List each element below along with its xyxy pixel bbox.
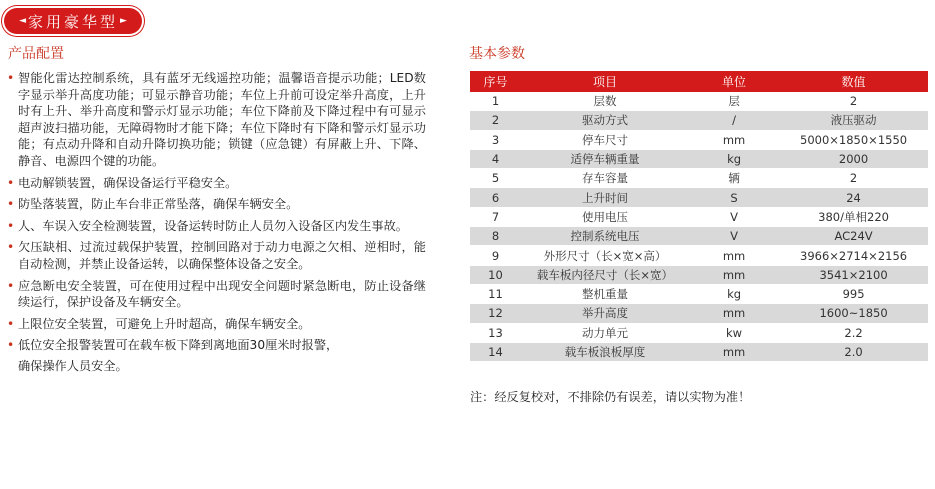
cell-item: 停车尺寸 (521, 130, 689, 149)
cell-index: 14 (470, 342, 521, 361)
cell-value: 2.2 (779, 323, 928, 342)
feature-item: • 应急断电安全装置，可在使用过程中出现安全问题时紧急断电，防止设备继续运行，保护设备及车辆安全。 (6, 278, 426, 311)
feature-item: • 电动解锁装置，确保设备运行平稳安全。 (6, 175, 426, 192)
cell-item: 举升高度 (521, 304, 689, 323)
disclaimer-note: 注：经反复校对，不排除仍有误差，请以实物为准！ (470, 390, 751, 404)
cell-item: 控制系统电压 (521, 227, 689, 246)
header-value: 数值 (779, 71, 928, 92)
table-row (470, 342, 928, 361)
category-badge (4, 8, 142, 34)
cell-value: AC24V (779, 227, 928, 246)
right-arrow-icon: ► (120, 16, 127, 26)
cell-item: 载车板浪板厚度 (521, 342, 689, 361)
cell-item: 载车板内径尺寸（长×宽） (521, 265, 689, 284)
feature-item: • 人、车误入安全检测装置，设备运转时防止人员勿入设备区内发生事故。 (6, 218, 426, 235)
cell-item: 整机重量 (521, 284, 689, 303)
left-arrow-icon: ◄ (19, 16, 26, 26)
table-row (470, 92, 928, 111)
feature-item: • 防坠落装置，防止车台非正常坠落，确保车辆安全。 (6, 196, 426, 213)
table-row (470, 207, 928, 226)
cell-index: 4 (470, 149, 521, 168)
cell-index: 11 (470, 284, 521, 303)
cell-unit: 辆 (689, 169, 779, 188)
feature-item: • 上限位安全装置，可避免上升时超高，确保车辆安全。 (6, 316, 426, 333)
cell-unit: mm (689, 130, 779, 149)
config-title: 产品配置 (8, 46, 64, 62)
cell-value: 2 (779, 92, 928, 111)
cell-index: 10 (470, 265, 521, 284)
cell-unit: kg (689, 284, 779, 303)
cell-value: 1600~1850 (779, 304, 928, 323)
cell-unit: S (689, 188, 779, 207)
cell-unit: kg (689, 149, 779, 168)
cell-unit: mm (689, 246, 779, 265)
cell-value: 3541×2100 (779, 265, 928, 284)
cell-item: 层数 (521, 92, 689, 111)
cell-index: 13 (470, 323, 521, 342)
table-row (470, 323, 928, 342)
cell-index: 8 (470, 227, 521, 246)
cell-index: 5 (470, 169, 521, 188)
table-row (470, 246, 928, 265)
table-row (470, 188, 928, 207)
cell-unit: mm (689, 304, 779, 323)
table-row (470, 227, 928, 246)
cell-value: 液压驱动 (779, 111, 928, 130)
feature-item: • 欠压缺相、过流过载保护装置，控制回路对于动力电源之欠相、逆相时，能自动检测，并禁止设备运转，以确保整体设备之安全。 (6, 239, 426, 272)
cell-index: 3 (470, 130, 521, 149)
cell-index: 6 (470, 188, 521, 207)
feature-item: • 智能化雷达控制系统，具有蓝牙无线遥控功能；温馨语音提示功能；LED数字显示举升高度功能；可显示静音功能；车位上升前可设定举升高度，上升时有上升、举升高度和警示灯显示功能；车位下降前及下降过程中有可显示超声波扫描功能，无障碍物时才能下降；车位下降时有下降和警示灯显示功能；有点动升降和自动升降切换功能；锁键（应急键）有屏蔽上升、下降、静音、电源四个键的功能。 (6, 70, 426, 170)
feature-item: • 低位安全报警装置可在载车板下降到离地面30厘米时报警， (6, 337, 426, 354)
cell-item: 适停车辆重量 (521, 149, 689, 168)
cell-value: 5000×1850×1550 (779, 130, 928, 149)
table-row (470, 149, 928, 168)
cell-unit: mm (689, 265, 779, 284)
header-unit: 单位 (689, 71, 779, 92)
badge-label: 家用豪华型 (27, 12, 118, 31)
params-title: 基本参数 (469, 46, 525, 62)
cell-unit: mm (689, 342, 779, 361)
feature-continuation: 确保操作人员安全。 (18, 358, 128, 373)
cell-value: 24 (779, 188, 928, 207)
cell-item: 动力单元 (521, 323, 689, 342)
cell-item: 存车容量 (521, 169, 689, 188)
cell-item: 使用电压 (521, 207, 689, 226)
cell-value: 380/单相220 (779, 207, 928, 226)
table-row (470, 304, 928, 323)
table-row (470, 169, 928, 188)
cell-unit: kw (689, 323, 779, 342)
cell-value: 2000 (779, 149, 928, 168)
cell-index: 2 (470, 111, 521, 130)
cell-value: 995 (779, 284, 928, 303)
cell-unit: V (689, 207, 779, 226)
cell-index: 12 (470, 304, 521, 323)
cell-index: 1 (470, 92, 521, 111)
table-row (470, 284, 928, 303)
cell-unit: 层 (689, 92, 779, 111)
spec-table-body (470, 92, 928, 362)
header-index: 序号 (470, 71, 521, 92)
cell-value: 2.0 (779, 342, 928, 361)
cell-value: 3966×2714×2156 (779, 246, 928, 265)
table-row (470, 130, 928, 149)
cell-item: 驱动方式 (521, 111, 689, 130)
table-row (470, 265, 928, 284)
spec-table (470, 71, 928, 362)
cell-index: 9 (470, 246, 521, 265)
cell-value: 2 (779, 169, 928, 188)
header-item: 项目 (521, 71, 689, 92)
cell-item: 上升时间 (521, 188, 689, 207)
cell-index: 7 (470, 207, 521, 226)
cell-item: 外形尺寸（长×宽×高） (521, 246, 689, 265)
feature-list (6, 70, 426, 380)
table-header-row (470, 71, 928, 92)
cell-unit: / (689, 111, 779, 130)
table-row (470, 111, 928, 130)
cell-unit: V (689, 227, 779, 246)
